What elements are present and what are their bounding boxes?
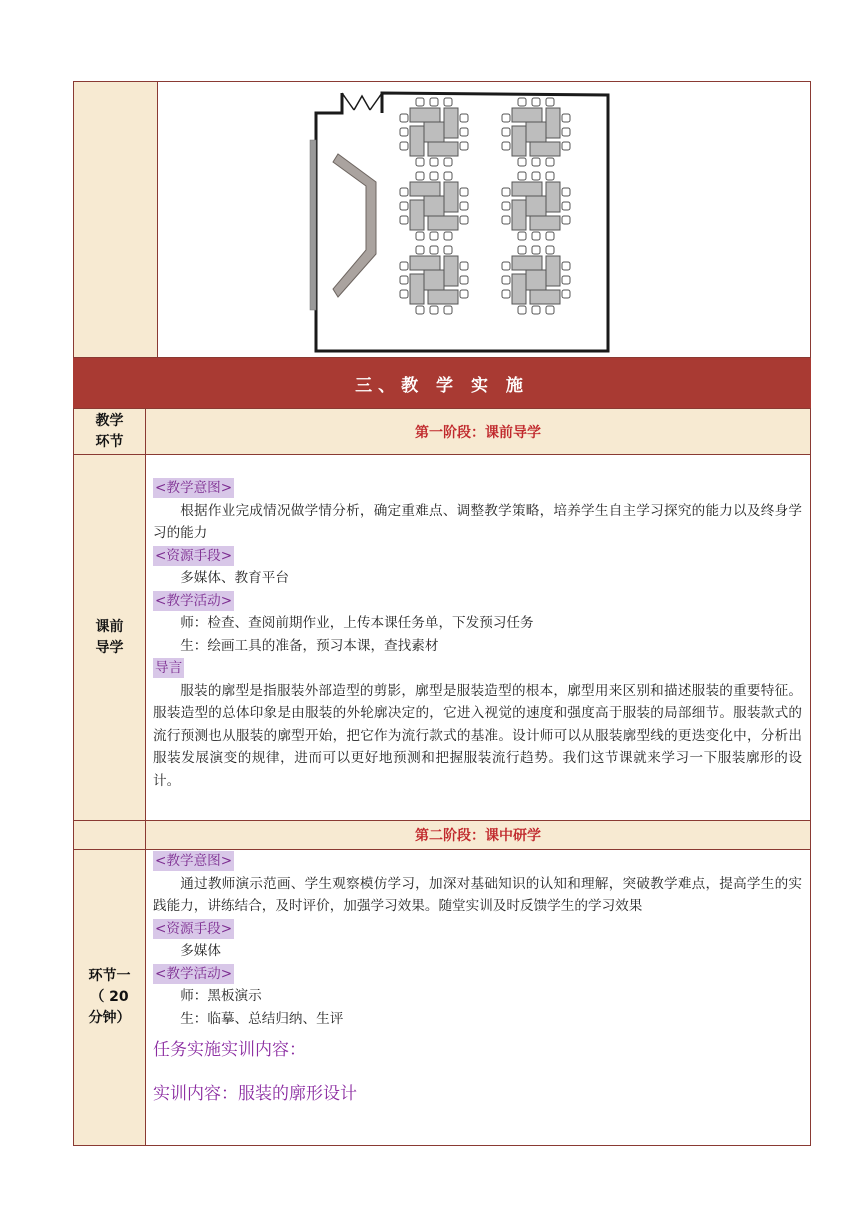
stage1-student-activity: 生：绘画工具的准备，预习本课，查找素材 xyxy=(180,637,439,654)
stage1-teacher-activity: 师：检查、查阅前期作业，上传本课任务单，下发预习任务 xyxy=(180,615,534,631)
stage1-resource-tag: <资源手段> xyxy=(155,547,233,564)
stage1-intent-tag: <教学意图> xyxy=(155,480,233,496)
header-left-cell xyxy=(74,409,146,455)
stage2-activity-tag: <教学活动> xyxy=(155,965,233,982)
table-group-2 xyxy=(502,98,570,166)
stage1-resource-text: 多媒体、教育平台 xyxy=(180,570,289,586)
stage2-left-cell xyxy=(74,850,146,1146)
stage2-resource-text: 多媒体 xyxy=(180,943,221,959)
training-content-title: 实训内容：服装的廓形设计 xyxy=(153,1084,357,1104)
section-title: 三、教 学 实 施 xyxy=(73,358,811,408)
header-left-label: 教学 环节 xyxy=(95,412,124,450)
stage1-guide-tag: 导言 xyxy=(155,660,183,676)
blackboard xyxy=(310,140,316,310)
table-group-1 xyxy=(400,98,468,166)
phase2-title: 第二阶段：课中研学 xyxy=(146,821,811,850)
task-implementation-title: 任务实施实训内容： xyxy=(153,1040,306,1060)
table-group-5 xyxy=(400,246,468,314)
stage1-intent-text: 根据作业完成情况做学情分析，确定重难点、调整教学策略，培养学生自主学习探究的能力以及终身学习的能力 xyxy=(153,502,802,541)
stage2-teacher-activity: 师：黑板演示 xyxy=(180,988,262,1004)
table-group-3 xyxy=(400,172,468,240)
stage2-intent-tag: <教学意图> xyxy=(155,853,233,869)
classroom-layout-diagram xyxy=(158,82,810,357)
teaching-implementation-table xyxy=(73,408,811,1146)
stage2-label: 环节一 （ 20 分钟） xyxy=(88,968,131,1026)
table-header-row xyxy=(74,409,811,455)
stage1-left-cell xyxy=(74,455,146,821)
phase1-title: 第一阶段：课前导学 xyxy=(146,409,811,455)
teacher-podium xyxy=(333,154,376,297)
stage1-row xyxy=(74,455,811,821)
stage1-guide-text: 服装的廓型是指服装外部造型的剪影，廓型是服装造型的根本，廓型用来区别和描述服装的重要特征。服装造型的总体印象是由服装的外轮廓决定的，它进入视觉的速度和强度高于服装的局部细节。服装款式的流行预测也从服装的廓型开始，把它作为流行款式的基准。设计师可以从服装廓型线的更迭变化中，分析出服装发展演变的规律，进而可以更好地预测和把握服装流行趋势。我们这节课就来学习一下服装廓形的设计。 xyxy=(153,682,802,789)
door-icon xyxy=(342,93,382,110)
stage2-row xyxy=(74,850,811,1146)
phase2-left-cell xyxy=(74,821,146,850)
stage2-intent-text: 通过教师演示范画、学生观察模仿学习，加深对基础知识的认知和理解，突破教学难点，提高学生的实践能力，讲练结合，及时评价，加强学习效果。随堂实训及时反馈学生的学习效果 xyxy=(153,875,802,914)
stage1-activity-tag: <教学活动> xyxy=(155,592,233,609)
layout-label-cell xyxy=(74,82,158,357)
phase2-row xyxy=(74,821,811,850)
stage2-resource-tag: <资源手段> xyxy=(155,920,233,937)
stage1-label: 课前 导学 xyxy=(95,618,124,656)
table-group-6 xyxy=(502,246,570,314)
stage2-content xyxy=(146,850,811,1146)
classroom-layout-block xyxy=(73,81,811,358)
table-group-4 xyxy=(502,172,570,240)
stage1-content xyxy=(146,455,811,821)
stage2-student-activity: 生：临摹、总结归纳、生评 xyxy=(180,1010,344,1027)
